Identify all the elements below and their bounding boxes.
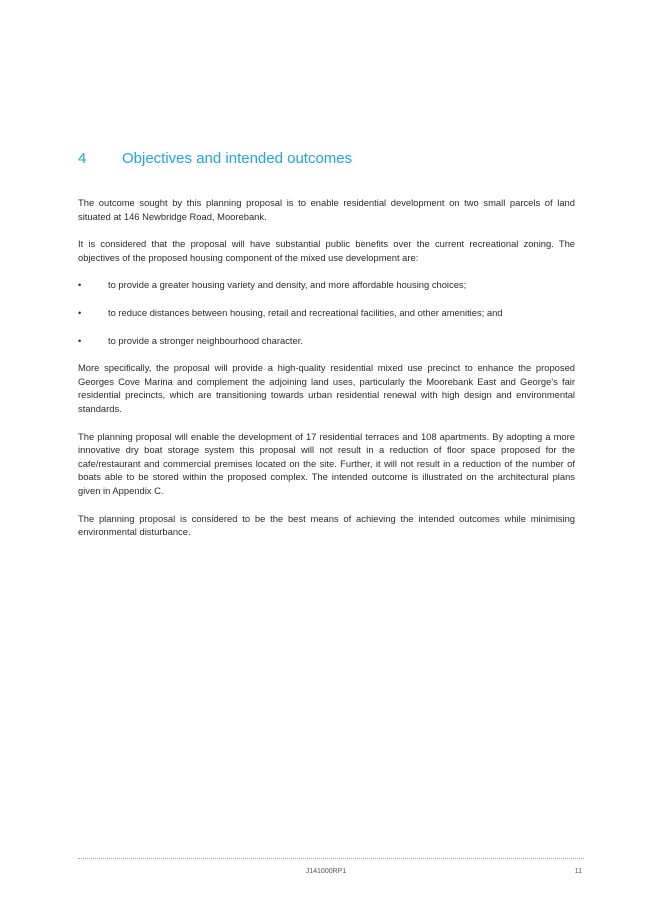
list-item <box>78 278 575 292</box>
section-title: Objectives and intended outcomes <box>122 150 353 167</box>
list-item-text: to provide a greater housing variety and density, and more affordable housing choices; <box>108 279 467 291</box>
section-number: 4 <box>78 150 87 167</box>
list-item <box>78 306 575 320</box>
paragraph-conclusion: The planning proposal is considered to be the best means of achieving the intended outcomes while minimising environmental disturbance. <box>78 512 575 538</box>
bullet-icon: • <box>78 334 82 346</box>
list-item <box>78 334 575 348</box>
paragraph-specifics: More specifically, the proposal will provide a high-quality residential mixed use precinct to enhance the proposed Georges Cove Marina and complement the adjoining land uses, particularly the Moorebank East and George's fair residential precincts, which are transitioning towards urban residential renewal with high design and environmental standards. <box>78 362 575 414</box>
list-item-text: to reduce distances between housing, retail and recreational facilities, and other amenities; and <box>108 306 503 318</box>
bullet-icon: • <box>78 306 82 318</box>
paragraph-development: The planning proposal will enable the development of 17 residential terraces and 108 apartments. By adopting a more innovative dry boat storage system this proposal will not result in a reduction of floor space proposed for the cafe/restaurant and commercial premises located on the site. Further, it will not result in a reduction of the number of boats able to be stored within the proposed complex. The intended outcome is illustrated on the architectural plans given in Appendix C. <box>78 430 575 496</box>
footer-divider <box>78 858 584 859</box>
objectives-list <box>78 278 575 347</box>
list-item-text: to provide a stronger neighbourhood character. <box>108 334 303 346</box>
document-body <box>78 196 575 553</box>
paragraph-objectives: It is considered that the proposal will have substantial public benefits over the current recreational zoning. The objectives of the proposed housing component of the mixed use development are: <box>78 238 575 263</box>
paragraph-intro: The outcome sought by this planning proposal is to enable residential development on two small parcels of land situated at 146 Newbridge Road, Moorebank. <box>78 197 575 222</box>
bullet-icon: • <box>78 279 82 291</box>
section-heading <box>78 150 352 167</box>
page-number: 11 <box>574 868 582 875</box>
footer-reference: J141000RP1 <box>305 868 347 875</box>
